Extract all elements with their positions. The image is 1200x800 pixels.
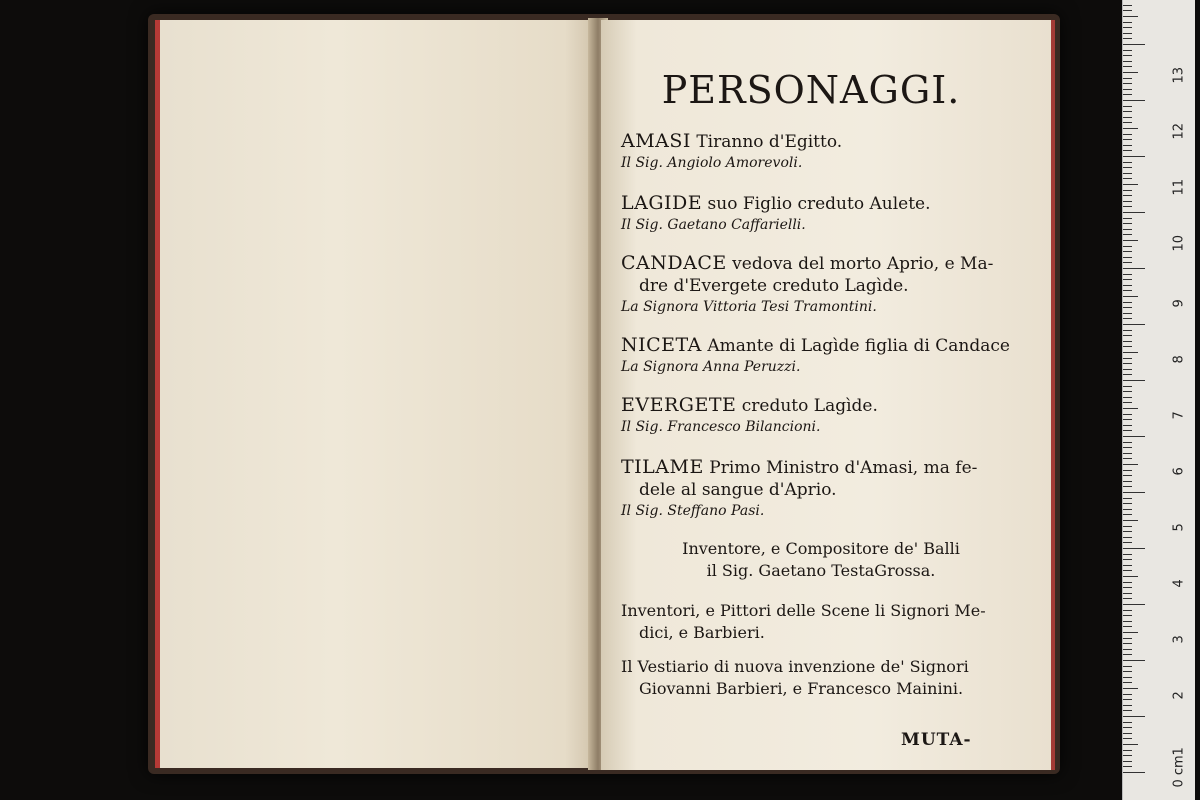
- character-role: Amante di Lagìde figlia di Candace: [707, 336, 1010, 356]
- ruler-tick: [1123, 279, 1132, 280]
- cast-entry-candace: [621, 252, 1021, 317]
- ruler-tick: [1123, 22, 1132, 23]
- ruler-tick: [1123, 274, 1132, 275]
- ruler-number: 12: [1171, 122, 1187, 140]
- ruler-tick: [1123, 632, 1138, 633]
- ruler-tick: [1123, 699, 1132, 700]
- ruler-tick: [1123, 766, 1132, 767]
- ruler-tick: [1123, 240, 1138, 241]
- ruler-tick: [1123, 352, 1138, 353]
- ruler-tick: [1123, 666, 1132, 667]
- character-role: creduto Lagìde.: [741, 396, 878, 416]
- ruler-tick: [1123, 38, 1132, 39]
- ruler-number: 7: [1171, 411, 1187, 420]
- ruler-number: 5: [1171, 523, 1187, 532]
- ruler-tick: [1123, 363, 1132, 364]
- ruler-tick: [1123, 162, 1132, 163]
- ruler-tick: [1123, 604, 1145, 605]
- ruler-tick: [1123, 78, 1132, 79]
- ruler-tick: [1123, 419, 1132, 420]
- character-name: AMASI: [621, 130, 691, 152]
- page-heading: PERSONAGGI.: [661, 68, 961, 112]
- ruler-tick: [1123, 380, 1145, 381]
- ruler-tick: [1123, 733, 1132, 734]
- ruler-tick: [1123, 27, 1132, 28]
- ruler-tick: [1123, 212, 1145, 213]
- ruler-tick: [1123, 598, 1132, 599]
- ruler-tick: [1123, 397, 1132, 398]
- scenery-credit: [621, 600, 1021, 644]
- ruler-tick: [1123, 145, 1132, 146]
- right-page: [601, 20, 1055, 770]
- ruler-tick: [1123, 178, 1132, 179]
- ruler-tick: [1123, 296, 1138, 297]
- ruler-tick: [1123, 442, 1132, 443]
- show-through-text: [190, 60, 570, 720]
- ruler-tick: [1123, 10, 1132, 11]
- ruler-tick: [1123, 593, 1132, 594]
- ruler-tick: [1123, 229, 1132, 230]
- ruler-tick: [1123, 290, 1132, 291]
- ruler-tick: [1123, 72, 1138, 73]
- ruler-tick: [1123, 251, 1132, 252]
- ballet-credit-line2: il Sig. Gaetano TestaGrossa.: [706, 561, 936, 580]
- ruler-tick: [1123, 89, 1132, 90]
- ruler-tick: [1123, 486, 1132, 487]
- ruler-tick: [1123, 414, 1132, 415]
- character-name: EVERGETE: [621, 394, 737, 416]
- ruler-tick: [1123, 570, 1132, 571]
- ruler-tick: [1123, 324, 1145, 325]
- ruler-tick: [1123, 621, 1132, 622]
- left-page: [155, 20, 600, 768]
- cast-entry-evergete: [621, 394, 1021, 437]
- ruler-tick: [1123, 218, 1132, 219]
- ruler-tick: [1123, 150, 1132, 151]
- scenery-credit-line2: dici, e Barbieri.: [639, 623, 765, 642]
- ruler-tick: [1123, 682, 1132, 683]
- ruler-tick: [1123, 330, 1132, 331]
- ruler-tick: [1123, 498, 1132, 499]
- ruler-tick: [1123, 677, 1132, 678]
- ruler-tick: [1123, 688, 1138, 689]
- character-name: LAGIDE: [621, 192, 703, 214]
- ruler-tick: [1123, 610, 1132, 611]
- ruler-tick: [1123, 195, 1132, 196]
- ruler-tick: [1123, 66, 1132, 67]
- actor-name: La Signora Vittoria Tesi Tramontini.: [621, 299, 877, 315]
- character-name: CANDACE: [621, 252, 727, 274]
- cast-entry-niceta: [621, 334, 1021, 377]
- ruler-tick: [1123, 190, 1132, 191]
- catchword: MUTA-: [901, 730, 972, 750]
- ruler-tick: [1123, 531, 1132, 532]
- ruler-tick: [1123, 262, 1132, 263]
- ruler-tick: [1123, 744, 1138, 745]
- ruler-tick: [1123, 559, 1132, 560]
- costume-credit-line1: Il Vestiario di nuova invenzione de' Signori: [621, 657, 969, 676]
- ruler-tick: [1123, 128, 1138, 129]
- ruler-tick: [1123, 122, 1132, 123]
- ruler-tick: [1123, 705, 1132, 706]
- ruler-tick: [1123, 654, 1132, 655]
- ruler-tick: [1123, 526, 1132, 527]
- ballet-credit-line1: Inventore, e Compositore de' Balli: [682, 539, 960, 558]
- ruler-tick: [1123, 374, 1132, 375]
- character-role: vedova del morto Aprio, e Ma-: [732, 254, 994, 274]
- ruler-number: 3: [1171, 635, 1187, 644]
- measuring-ruler: [1122, 0, 1195, 800]
- ruler-tick: [1123, 649, 1132, 650]
- ruler-number: 4: [1171, 579, 1187, 588]
- ruler-tick: [1123, 33, 1132, 34]
- ruler-tick: [1123, 755, 1132, 756]
- ruler-number: 2: [1171, 691, 1187, 700]
- ruler-tick: [1123, 492, 1145, 493]
- character-role: Tiranno d'Egitto.: [696, 132, 843, 152]
- ruler-number: 9: [1171, 299, 1187, 308]
- ruler-tick: [1123, 167, 1132, 168]
- ruler-tick: [1123, 268, 1145, 269]
- ruler-tick: [1123, 44, 1145, 45]
- character-role: Primo Ministro d'Amasi, ma fe-: [709, 458, 978, 478]
- ruler-tick: [1123, 55, 1132, 56]
- ruler-tick: [1123, 576, 1138, 577]
- ruler-number: 6: [1171, 467, 1187, 476]
- ruler-tick: [1123, 223, 1132, 224]
- ruler-tick: [1123, 447, 1132, 448]
- ruler-tick: [1123, 464, 1138, 465]
- ruler-tick: [1123, 554, 1132, 555]
- ruler-tick: [1123, 206, 1132, 207]
- ruler-tick: [1123, 234, 1132, 235]
- ruler-tick: [1123, 509, 1132, 510]
- ruler-tick: [1123, 83, 1132, 84]
- ruler-tick: [1123, 537, 1132, 538]
- ruler-tick: [1123, 302, 1132, 303]
- cast-entry-amasi: [621, 130, 1021, 173]
- actor-name: Il Sig. Francesco Bilancioni.: [621, 419, 821, 435]
- ruler-tick: [1123, 710, 1132, 711]
- ruler-tick: [1123, 761, 1132, 762]
- ruler-tick: [1123, 285, 1132, 286]
- ruler-tick: [1123, 106, 1132, 107]
- ruler-tick: [1123, 369, 1132, 370]
- ruler-tick: [1123, 587, 1132, 588]
- ruler-tick: [1123, 727, 1132, 728]
- ruler-tick: [1123, 5, 1132, 6]
- ruler-number: 11: [1171, 178, 1187, 196]
- ruler-tick: [1123, 318, 1132, 319]
- ruler-tick: [1123, 643, 1132, 644]
- ruler-tick: [1123, 582, 1132, 583]
- cast-entry-tilame: [621, 456, 1021, 521]
- ruler-tick: [1123, 139, 1132, 140]
- character-name: NICETA: [621, 334, 702, 356]
- ruler-tick: [1123, 16, 1138, 17]
- ruler-tick: [1123, 335, 1132, 336]
- actor-name: Il Sig. Steffano Pasi.: [621, 503, 765, 519]
- ruler-tick: [1123, 391, 1132, 392]
- ruler-number: 13: [1171, 66, 1187, 84]
- ruler-tick: [1123, 100, 1145, 101]
- ruler-tick: [1123, 50, 1132, 51]
- ruler-tick: [1123, 341, 1132, 342]
- costume-credit: [621, 656, 1021, 700]
- ruler-tick: [1123, 257, 1132, 258]
- ruler-tick: [1123, 671, 1132, 672]
- ruler-number: 8: [1171, 355, 1187, 364]
- ruler-tick: [1123, 61, 1132, 62]
- ruler-tick: [1123, 117, 1132, 118]
- ruler-tick: [1123, 481, 1132, 482]
- ruler-tick: [1123, 475, 1132, 476]
- ruler-tick: [1123, 346, 1132, 347]
- ruler-tick: [1123, 313, 1132, 314]
- ruler-tick: [1123, 548, 1145, 549]
- character-role-continued: dre d'Evergete creduto Lagìde.: [639, 276, 909, 296]
- ruler-tick: [1123, 470, 1132, 471]
- ruler-tick: [1123, 453, 1132, 454]
- ruler-tick: [1123, 246, 1132, 247]
- actor-name: Il Sig. Angiolo Amorevoli.: [621, 155, 803, 171]
- ruler-tick: [1123, 458, 1132, 459]
- ruler-number: 10: [1171, 234, 1187, 252]
- ruler-tick: [1123, 738, 1132, 739]
- ruler-tick: [1123, 173, 1132, 174]
- ruler-tick: [1123, 615, 1132, 616]
- ruler-tick: [1123, 402, 1132, 403]
- ruler-number: 1: [1171, 747, 1187, 756]
- ruler-tick: [1123, 201, 1132, 202]
- ruler-tick: [1123, 408, 1138, 409]
- ruler-tick: [1123, 94, 1132, 95]
- ballet-credit: [621, 538, 1021, 582]
- ruler-tick: [1123, 514, 1132, 515]
- scenery-credit-line1: Inventori, e Pittori delle Scene li Signori Me-: [621, 601, 986, 620]
- cast-entry-lagide: [621, 192, 1021, 235]
- ruler-tick: [1123, 565, 1132, 566]
- ruler-tick: [1123, 184, 1138, 185]
- ruler-tick: [1123, 638, 1132, 639]
- ruler-tick: [1123, 750, 1132, 751]
- costume-credit-line2: Giovanni Barbieri, e Francesco Mainini.: [639, 679, 964, 698]
- ruler-tick: [1123, 358, 1132, 359]
- character-role: suo Figlio creduto Aulete.: [707, 194, 931, 214]
- ruler-tick: [1123, 156, 1145, 157]
- ruler-tick: [1123, 722, 1132, 723]
- ruler-tick: [1123, 134, 1132, 135]
- ruler-tick: [1123, 626, 1132, 627]
- actor-name: La Signora Anna Peruzzi.: [621, 359, 801, 375]
- ruler-tick: [1123, 716, 1145, 717]
- ruler-tick: [1123, 660, 1145, 661]
- ruler-tick: [1123, 772, 1145, 773]
- ruler-unit-label: 0 cm: [1171, 755, 1187, 788]
- ruler-tick: [1123, 520, 1138, 521]
- ruler-tick: [1123, 430, 1132, 431]
- ruler-tick: [1123, 386, 1132, 387]
- ruler-tick: [1123, 111, 1132, 112]
- ruler-tick: [1123, 307, 1132, 308]
- ruler-tick: [1123, 436, 1145, 437]
- ruler-tick: [1123, 542, 1132, 543]
- ruler-tick: [1123, 694, 1132, 695]
- character-role-continued: dele al sangue d'Aprio.: [639, 480, 837, 500]
- ruler-tick: [1123, 503, 1132, 504]
- ruler-tick: [1123, 425, 1132, 426]
- character-name: TILAME: [621, 456, 704, 478]
- actor-name: Il Sig. Gaetano Caffarielli.: [621, 217, 806, 233]
